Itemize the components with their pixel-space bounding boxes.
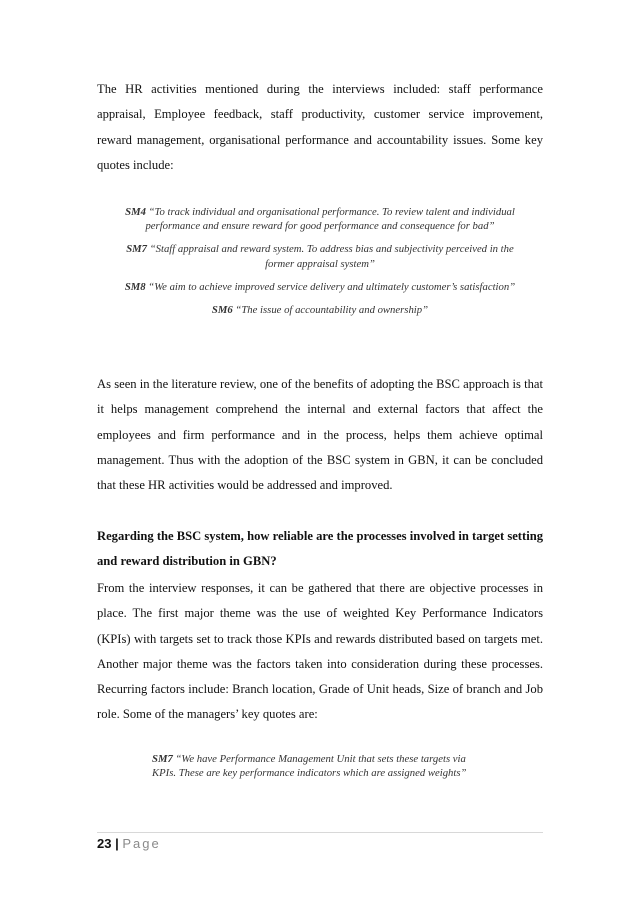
quote-block: [120, 205, 520, 326]
quote-code: SM8: [124, 280, 146, 293]
quote-sm4: [120, 205, 520, 233]
quote-code: SM7: [126, 243, 148, 256]
intro-paragraph: The HR activities mentioned during the interviews included: staff performance appraisal, Employee feedback, staff productivity, customer service improvement, reward management, organisational performance and accountability issues. Some key quotes include:: [97, 82, 543, 172]
quote-text: “Staff appraisal and reward system. To address bias and subjectivity perceived in the former appraisal system”: [149, 243, 514, 270]
quote-sm8: [120, 280, 520, 294]
quote-sm7: [120, 242, 520, 270]
quote-sm6: [120, 303, 520, 317]
page-number: 23: [97, 836, 112, 851]
quote-code: SM7: [152, 753, 173, 765]
quote-text: “We have Performance Management Unit that sets these targets via KPIs. These are key performance indicators which are assigned weights”: [152, 753, 467, 780]
quote-text: “The issue of accountability and ownership”: [235, 304, 429, 317]
page-label: Page: [122, 836, 161, 851]
page-footer: [97, 836, 161, 851]
section-heading: Regarding the BSC system, how reliable are the processes involved in target setting and reward distribution in GBN?: [97, 529, 543, 569]
footer-separator: |: [115, 836, 119, 851]
literature-paragraph: As seen in the literature review, one of the benefits of adopting the BSC approach is that it helps management comprehend the internal and external factors that affect the employees and firm performance and in the process, helps them achieve optimal management. Thus with the adoption of the BSC system in GBN, it can be concluded that these HR activities would be addressed and improved.: [97, 377, 543, 493]
responses-paragraph: From the interview responses, it can be gathered that there are objective processes in place. The first major theme was the use of weighted Key Performance Indicators (KPIs) with targets set to track those KPIs and rewards distributed based on targets met. Another major theme was the factors taken into consideration during these processes. Recurring factors include: Branch location, Grade of Unit heads, Size of branch and Job role. Some of the managers’ key quotes are:: [97, 581, 543, 722]
quote-sm7-kpi: [152, 752, 492, 780]
quote-code: SM6: [211, 304, 233, 317]
quote-code: SM4: [125, 206, 146, 218]
quote-text: “We aim to achieve improved service delivery and ultimately customer’s satisfaction”: [148, 280, 516, 293]
quote-text: “To track individual and organisational performance. To review talent and individual performance and ensure reward for good performance and consequence for bad”: [145, 206, 515, 233]
footer-divider: [97, 832, 543, 833]
